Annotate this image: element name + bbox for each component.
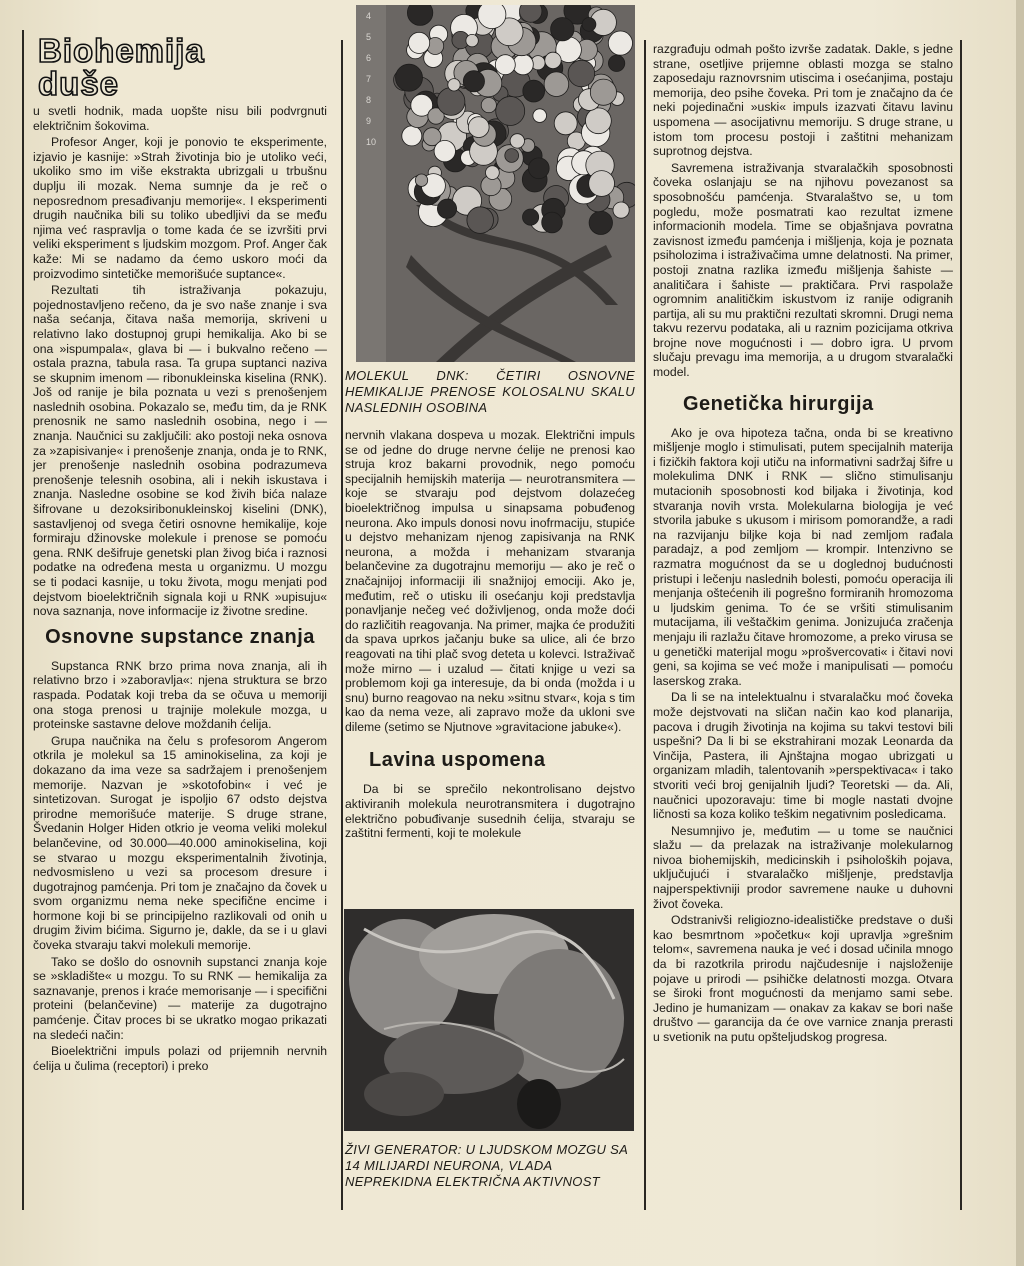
dna-photo-caption: MOLEKUL DNK: ČETIRI OSNOVNE HEMIKALIJE PRENOSE KOLOSALNU SKALU NASLEDNIH OSOBINA xyxy=(345,368,635,415)
col1-paragraph: Supstanca RNK brzo prima nova znanja, ali ih relativno brzo i »zaboravlja«: njena struktura se brzo raspada. Podatak koji treba da se očuva u memoriji ona stoga prenosi u trajnije molekule mozga, u proteinske sastavne delove moždanih ćelija. xyxy=(33,658,327,732)
dna-bead xyxy=(551,18,574,41)
column-rule-2 xyxy=(644,40,646,1210)
dna-bead xyxy=(478,5,506,29)
dna-bead xyxy=(589,211,612,234)
brain-illustration xyxy=(344,909,634,1131)
dna-scale-label: 8 xyxy=(366,95,372,105)
dna-bead xyxy=(437,199,456,218)
column-rule-left xyxy=(22,30,24,1210)
brain-generator-photo xyxy=(344,909,634,1131)
dna-bead xyxy=(523,80,545,102)
column-3 xyxy=(653,42,953,1047)
col1-paragraph: Profesor Anger, koji je ponovio te eksperimente, izjavio je kasnije: »Strah životinja bio je utoliko veći, ukoliko smo im više ekstrakta ubrizgali u trbušnu duplju ili mozak. Nema sumnje da je reč o neposrednom presađivanju memorije«. I eksperimenti drugih naučnika bili su toliko ubedljivi da se među njima već raspravlja o tome kada će se izvršiti prvi veliki eksperiment s ljudskim mozgom. Prof. Anger čak kaže: Mi se nadamo da ćemo uskoro moći da proizvodimo sintetičke memorišuće suptance«. xyxy=(33,135,327,281)
dna-scale-label: 7 xyxy=(366,74,372,84)
dna-bead xyxy=(434,140,455,161)
dna-bead xyxy=(590,79,616,105)
dna-bead xyxy=(466,34,478,46)
subheading-lavina: Lavina uspomena xyxy=(369,749,546,772)
dna-bead xyxy=(586,108,612,134)
col3-paragraph: Nesumnjivo je, međutim — u tome se naučnici slažu — da prelazak na istraživanje molekularnog nivoa biohemijskih, medicinskih i psiholoških pojava, uključujući i stvaralačko mišljenje, predstavlja najperspektivniji prodor savremene nauke u duhovni život čoveka. xyxy=(653,823,953,911)
dna-bead xyxy=(513,54,534,75)
dna-bead xyxy=(582,18,596,32)
dna-bead xyxy=(437,88,465,116)
col1-paragraph: Grupa naučnika na čelu s profesorom Angerom otkrila je molekul sa 15 aminokiselina, za koji je dokazano da ima veze sa sadržajem i prenošenjem memorije. Nazvan je »skotofobin« i već je sintetizovan. Surogat je ispoljio 67 odsto dejstva prirodne memorišuće materije. S druge strane, Švedanin Holger Hiden otkrio je veoma veliki molekul belančevine, od 30.000—40.000 aminokiselina, koji se stvarao u mozgu eksperimentalnih životinja, nedvosmisleno u vezi sa procesom dresure i dugotrajnog pamćenja. Pri tom je značajno da čovek u svom organizmu nema neke specifične encime i hormone koji bi se principijelno razlikovali od onih u drugim živim bićima. Sigurno je, dakle, da se i u glavi čoveka stvaraju takvi molekuli memorije. xyxy=(33,733,327,953)
col3-paragraph: Da li se na intelektualnu i stvaralačku moć čoveka može dejstvovati na sličan način kao kod planarija, pacova i drugih životinja na kojima su takvi testovi bili uspešni? Da li bi se ekstrahirani mozak Leonarda da Vinčija, Pastera, ili Ajnštajna mogao ubrizgati u organizam mladih, talentovanih »perspektivaca« i tako stvoriti veći broj genijalnih ljudi? Teoretski — da. Ali, naučnici upozoravaju: time bi mogle nastati dvojne ličnosti sa koza koliko teškim negativnim posledicama. xyxy=(653,690,953,822)
col3-paragraph: Odstranivši religiozno-idealističke predstave o duši kao besmrtnom »početku« koji upravlja »grešnim telom«, savremena nauka je već i dosad učinila mnogo da bi razotkrila prirodu najčudesnije i najsloženije pojave u prirodi — psihičke delatnosti mozga. Otvara se široki front mogućnosti da menjamo sami sebe. Jedino je humanizam — onakav za kakav se bori naše društvo — garancija da će ove varnice znanja prerasti u svetionik na putu opšteljudskog progresa. xyxy=(653,913,953,1044)
col1-paragraph: u svetli hodnik, mada uopšte nisu bili podvrgnuti električnim šokovima. xyxy=(33,104,327,133)
brain-photo-caption: ŽIVI GENERATOR: U LJUDSKOM MOZGU SA 14 MILIJARDI NEURONA, VLADA NEPREKIDNA ELEKTRIČNA AKTIVNOST xyxy=(345,1142,628,1189)
dna-molecule-photo xyxy=(356,5,635,362)
dna-bead xyxy=(481,98,496,113)
dna-bead xyxy=(467,207,494,234)
dna-bead xyxy=(554,112,577,135)
column-2 xyxy=(345,368,635,843)
dna-bead xyxy=(396,64,423,91)
dna-bead xyxy=(486,166,500,180)
subheading-geneticka: Genetička hirurgija xyxy=(683,392,874,415)
title-line-1: Biohemija xyxy=(38,32,205,69)
dna-scale-label: 5 xyxy=(366,32,372,42)
subheading-osnovne: Osnovne supstance znanja xyxy=(45,625,315,648)
column-rule-right xyxy=(960,40,962,1210)
dna-illustration xyxy=(356,5,635,362)
col2-paragraph: Da bi se sprečilo nekontrolisano dejstvo aktiviranih molekula neurotransmitera i dugotrajno električno pobuđivanje susednih ćelija, stvaraju se zaštitni fermenti, koji te molekule xyxy=(345,782,635,841)
dna-scale-label: 9 xyxy=(366,116,372,126)
dna-bead xyxy=(510,134,524,148)
col3-paragraph: Savremena istraživanja stvaralačkih sposobnosti čoveka oslanjaju se na njihovu povezanost sa sposobnošću pamćenja. Stvaralaštvo se, u tom pogledu, može posmatrati kao rezultat izmene informacionih modela. Time se objašnjava povratna zavisnost između pamćenja i mišljenja, koja je poznata psiholozima i istraživačima umne delatnosti. Na primer, postoji znatna razlika između mišljenja šahiste — analitičara i šahiste — praktičara. Prvi raspolaže ogromnim analitičkim iskustvom iz ranije odigranih partija, ali su mu praktični rezultati skromni. Drugi nema takvu rezervu podataka, ali u raznim pozicijama otkriva brojne nove mogućnosti i — dobro igra. U prvom slučaju prevagu ima memorija, a u drugom stvaralački model. xyxy=(653,160,953,380)
dna-bead xyxy=(545,52,561,68)
dna-bead xyxy=(608,55,624,71)
article-title xyxy=(38,34,205,100)
page-edge xyxy=(1016,0,1024,1266)
dna-bead xyxy=(568,60,595,87)
dna-bead xyxy=(463,71,484,92)
col1-paragraph: Rezultati tih istraživanja pokazuju, pojednostavljeno rečeno, da je svo naše znanje i sva naša sećanja, čitava naša memorija, skriveni u relativno lako dostupnoj grupi hemikalija. Ako bi se ona »ispumpala«, glava bi — i bukvalno rečeno — ostala prazna, tabula rasa. Ta grupa suptanci naziva se skupnim imenom — ribonukleinska kiselina (RNK). Još od ranije je bila poznata u vezi s prenošenjem naslednih osobina. Pokazalo se, među tim, da je RNK prenosnik ne samo naslednih osobina, nego i — znanja. Naučnici su zaključili: ako postoji neka osnova za »zapisivanje« i prenošenje znanja, onda je to RNK, jer prenošenje naslednih osobina podrazumeva prenošenje telesnih osobina, ali i nekih iskustava i znanja. Nasledne osobine se kod živih bića nalaze šifrovane u dezoksiribonukleinskoj kiselini (DNK), sastavljenoj od svega četiri osnovne hemikalije, koje formiraju džinovske molekule i prenose se pomoću gena. RNK dešifruje genetski plan živog bića i raznosi podatke na određena mesta u organizmu. U mozgu se ti podaci kasnije, u toku života, mogu menjati pod dejstvom bioelektričnih signala koji u RNK »upisuju« nova saznanja, nove informacije iz životne sredine. xyxy=(33,283,327,619)
col2-paragraph: nervnih vlakana dospeva u mozak. Električni impuls se od jedne do druge nervne ćelije ne prenosi kao struja kroz bakarni provodnik, nego pomoću specijalnih hemijskih materija — neurotransmitera — koje se stvaraju pod dejstvom dolazećeg bioelektričnog impulsa u sinapsama pobuđenog neurona. Ako impuls donosi novu inofrmaciju, stupiće u dejstvo mehanizam njenog zapisivanja na RNK neurona, a možda i mehanizam stvaranja belančevine za dugotrajnu memoriju — ako je reč o značajnijoj informaciji ili snažnijoj emociji. Ako je, međutim, reč o utisku ili osećanju koji predstavlja ponavljanje nečeg već doživljenog, onda može doći do različitih reagovanja. Na primer, majka će produžiti da spava uprkos jačanju buke sa ulice, ali će brzo reagovati na tihi plač svog deteta u kolevci. Istraživač može mirno — i uzalud — čitati knjige u vezi sa problemom koji ga interesuje, da bi onda (možda i u snu) burno reagovao na neku »sitnu stvar«, koja s tim kao da nema veze, ali zapravo može da ukloni sve dileme (setimo se Njutnove »gravitacione jabuke«). xyxy=(345,428,635,734)
col1-paragraph: Tako se došlo do osnovnih supstanci znanja koje se »skladište« u mozgu. To su RNK — hemikalija za saznavanje, prenos i kraće memorisanje — i specifični proteini (belančevine) — materije za dugotrajno pamćenje. Čitav proces bi se ukratko mogao prikazati na sledeći način: xyxy=(33,954,327,1042)
dna-scale-label: 4 xyxy=(366,11,372,21)
dna-bead xyxy=(542,212,563,233)
dna-bead xyxy=(544,72,569,97)
dna-scale-label: 10 xyxy=(366,137,377,147)
dna-bead xyxy=(533,109,547,123)
dna-bead xyxy=(402,126,422,146)
dna-bead xyxy=(468,117,489,138)
dna-bead xyxy=(409,32,430,53)
dna-bead xyxy=(495,55,515,75)
dna-bead xyxy=(589,171,615,197)
col1-paragraph: Bioelektrični impuls polazi od prijemnih nervnih ćelija u čulima (receptori) i preko xyxy=(33,1044,327,1073)
dna-bead xyxy=(505,149,519,163)
dna-bead xyxy=(415,174,427,186)
dna-bead xyxy=(613,202,629,218)
dna-bead xyxy=(523,209,539,225)
column-rule-1 xyxy=(341,40,343,1210)
col3-paragraph: razgrađuju odmah pošto izvrše zadatak. Dakle, s jedne strane, osetljive prijemne oblasti mozga se stalno zaposedaju raznovrsnim utiscima i osećanjima, postaju memorija, deo psihe čoveka. Pri tom je značajno da će neki pojedinačni »uski« impuls izazvati čitavu lavinu uspomena — asocijativnu memoriju. S druge strane, u istom tom procesu postoji i zaštitni mehanizam suprotnog dejstva. xyxy=(653,42,953,159)
dna-bead xyxy=(528,158,549,179)
dna-scale-label: 6 xyxy=(366,53,372,63)
dna-bead xyxy=(496,97,525,126)
title-line-2: duše xyxy=(38,65,120,102)
dna-bead xyxy=(448,79,460,91)
dna-bead xyxy=(608,31,632,55)
col3-paragraph: Ako je ova hipoteza tačna, onda bi se kreativno mišljenje moglo i stimulisati, putem specijalnih materija i fizičkih faktora koji utiču na informativni sadržaj šifre u molekulima DNK i RNK — slično stimulisanju mutacionih sposobnosti kod biljaka i životinja, kod stvaranja novih vrsta. Molekularna biologija je već stvorila jabuke s ukusom i mirisom pomorandže, a radi na razvijanju biljke koja bi nad zemljom rađala paradajz, a pod zemljom — krompir. Intenzivno se razmatra mogućnost da se u doglednoj budućnosti pristupi i lečenju naslednih bolesti, pomoću operacija ili menjanja oštećenih ili pogrešno formiranih hromozoma u ljudskim genima. To će se vršiti stimulisanim mutacijama, ili veštačkim genima. Jonizujuća zračenja menjaju ili razlažu čitave hromozome, a preko virusa se u genetički materijal mogu »prošvercovati« i čitavi novi geni, sa kojima se već može i manipulisati — pomoću laserskog zraka. xyxy=(653,425,953,688)
column-1 xyxy=(33,104,327,1075)
